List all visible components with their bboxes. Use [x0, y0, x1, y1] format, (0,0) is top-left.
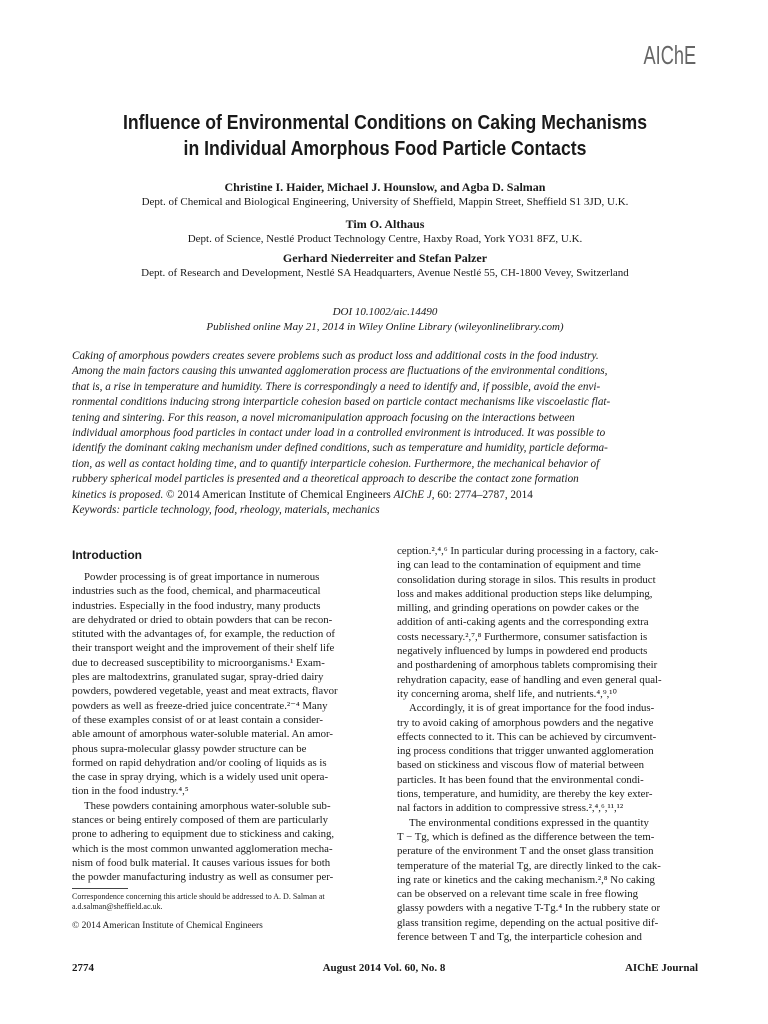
left-column: [72, 544, 375, 885]
body-line: loss and makes additional production steps like delumping,: [397, 587, 653, 600]
body-line: nal factors in addition to compressive stress.²,⁴,⁶,¹¹,¹²: [397, 802, 624, 815]
body-line: ing can lead to the contamination of equipment and time: [397, 559, 641, 572]
author-group-1: [40, 180, 730, 209]
body-line: nism of food bulk material. It causes various issues for both: [72, 856, 331, 869]
body-line: powders as well as freeze-dried juice concentrate.²⁻⁴ Many: [72, 699, 328, 712]
journal-abbrev: AIChE J: [393, 488, 432, 501]
body-line: Accordingly, it is of great importance for the food indus-: [409, 702, 655, 715]
body-line: able amount of amorphous water-soluble material. An amor-: [72, 728, 334, 741]
author-names: Christine I. Haider, Michael J. Hounslow, and Agba D. Salman: [224, 180, 546, 194]
body-line: based on stickiness and viscous flow of material between: [397, 759, 645, 772]
body-line: addition of anti-caking agents and the corresponding extra: [397, 616, 649, 629]
paper-title: [106, 110, 665, 162]
doi-link[interactable]: DOI 10.1002/aic.14490: [332, 306, 438, 318]
abstract-line: tion, as well as contact holding time, and to quantify interparticle cohesion. Furthermore, the mechanical behavior of: [72, 457, 600, 470]
body-line: negatively influenced by lumps in powdered end products: [397, 645, 648, 658]
page-number: 2774: [72, 962, 94, 974]
body-line: formed on rapid dehydration and/or cooling of liquids as is: [72, 756, 327, 769]
body-line: industries such as the food, chemical, and pharmaceutical: [72, 585, 321, 598]
body-line: ity concerning aroma, shelf life, and nutrients.⁴,⁹,¹⁰: [397, 687, 617, 700]
abstract-line: that is, a rise in temperature and humidity. There is correspondingly a need to identify and, if possible, avoid the envi-: [72, 380, 601, 393]
body-line: are dehydrated or dried to obtain powders that can be recon-: [72, 613, 333, 626]
abstract-last-line: [72, 488, 698, 503]
citation: , 60: 2774–2787, 2014: [431, 488, 533, 501]
body-line: rehydration capacity, ease of handling and even general qual-: [397, 673, 662, 686]
body-line: temperature of the material Tg, are directly linked to the cak-: [397, 859, 661, 872]
body-line: powders, powdered vegetable, yeast and meat extracts, flavor: [72, 685, 338, 698]
publication-info: [40, 305, 730, 335]
author-group-3: [40, 251, 730, 280]
abstract-end: kinetics is proposed.: [72, 488, 164, 501]
body-line: particles. It has been found that the environmental condi-: [397, 773, 644, 786]
body-line: their transport weight and the improvement of their shelf life: [72, 642, 335, 655]
author-names: Tim O. Althaus: [345, 217, 425, 231]
author-affiliation: Dept. of Chemical and Biological Engineering, University of Sheffield, Mappin Street, Sheffield S1 3JD, U.K.: [141, 196, 629, 208]
issue-info: August 2014 Vol. 60, No. 8: [322, 962, 446, 974]
body-line: industries. Especially in the food industry, many products: [72, 599, 321, 612]
body-line: glassy powders with a negative T-Tg.⁴ In the rubbery state or: [397, 902, 661, 915]
abstract-line: Caking of amorphous powders creates severe problems such as product loss and additional costs in the food industry.: [72, 350, 599, 362]
author-affiliation: Dept. of Research and Development, Nestlé SA Headquarters, Avenue Nestlé 55, CH-1800 Vevey, Switzerland: [141, 267, 629, 279]
journal-name: AIChE Journal: [624, 962, 698, 974]
body-line: ing process conditions that trigger unwanted agglomeration: [397, 745, 654, 758]
body-line: due to decreased susceptibility to microorganisms.¹ Exam-: [72, 656, 325, 669]
body-line: tions, temperature, and humidity, are thereby the key exter-: [397, 788, 653, 801]
body-line: prone to adhering to equipment due to stickiness and caking,: [72, 828, 335, 841]
abstract-line: Among the main factors causing this unwanted agglomeration process are fluctuations of the environmental conditions,: [72, 365, 608, 378]
body-line: and posthardening of amorphous tablets compromising their: [397, 659, 658, 672]
body-line: The environmental conditions expressed in the quantity: [409, 816, 649, 829]
abstract-line: rubbery spherical model particles is presented and a theoretical approach to describe the contact zone formation: [72, 473, 579, 486]
journal-logo: AIChE: [643, 40, 696, 70]
body-line: T − Tg, which is defined as the difference between the tem-: [397, 830, 655, 843]
abstract-line: identify the dominant caking mechanism under defined conditions, such as temperature and humidity, particle deforma-: [72, 442, 608, 455]
author-affiliation: Dept. of Science, Nestlé Product Technology Centre, Haxby Road, York YO31 8FZ, U.K.: [187, 233, 583, 245]
abstract-copyright: © 2014 American Institute of Chemical Engineers: [166, 488, 391, 501]
body-line: stances or being entirely composed of them are particularly: [72, 814, 329, 827]
body-line: ception.²,⁴,⁶ In particular during processing in a factory, cak-: [397, 545, 659, 557]
title-line-1: Influence of Environmental Conditions on Caking Mechanisms: [122, 111, 648, 134]
body-line: These powders containing amorphous water-soluble sub-: [84, 799, 331, 812]
abstract-line: individual amorphous food particles in contact under load in a controlled environment is introduced. It was possible to: [72, 427, 606, 440]
body-line: ference between T and Tg, the interparticle cohesion and: [397, 931, 642, 944]
title-line-2: in Individual Amorphous Food Particle Contacts: [183, 137, 587, 160]
body-line: the powder manufacturing industry as well as consumer per-: [72, 871, 334, 884]
body-line: tion in the food industry.⁴,⁵: [72, 785, 189, 798]
body-line: milling, and grinding operations on powder cakes or the: [397, 602, 639, 615]
body-line: stituted with the advantages of, for example, the reduction of: [72, 628, 335, 641]
author-names: Gerhard Niederreiter and Stefan Palzer: [282, 251, 488, 265]
body-line: effects connected to it. This can be achieved by circumvent-: [397, 730, 657, 743]
body-line: ing rate or kinetics and the caking mechanism.²,⁸ No caking: [397, 873, 655, 886]
published-online: Published online May 21, 2014 in Wiley Online Library (wileyonlinelibrary.com): [206, 321, 564, 333]
body-line: phous supra-molecular glassy powder structure can be: [72, 742, 307, 755]
body-line: Powder processing is of great importance in numerous: [84, 571, 320, 583]
body-line: perature of the environment T and the onset glass transition: [397, 845, 654, 858]
body-line: consolidation during storage in silos. This results in product: [397, 573, 656, 586]
section-heading-introduction: Introduction: [72, 548, 142, 562]
copyright-notice: © 2014 American Institute of Chemical Engineers: [72, 921, 263, 931]
keywords: Keywords: particle technology, food, rheology, materials, mechanics: [72, 504, 380, 517]
body-line: of these examples consist of or at least contain a consider-: [72, 713, 324, 726]
body-line: try to avoid caking of amorphous powders and the negative: [397, 716, 654, 729]
body-line: glass transition regime, depending on the actual positive dif-: [397, 916, 659, 929]
body-line: the case in spray drying, which is a widely used unit opera-: [72, 771, 329, 784]
body-line: costs necessary.²,⁷,⁸ Furthermore, consumer satisfaction is: [397, 630, 648, 643]
abstract-line: tening and sintering. For this reason, a novel micromanipulation approach focusing on the interactions between: [72, 411, 575, 424]
footnote-divider: [72, 888, 128, 889]
body-line: ples are maltodextrins, granulated sugar, spray-dried dairy: [72, 671, 324, 684]
body-line: which is the most common unwanted agglomeration mecha-: [72, 842, 333, 855]
right-column: [397, 544, 700, 944]
correspondence-footnote: Correspondence concerning this article should be addressed to A. D. Salman at a.d.salman@sheffield.ac.uk.: [72, 892, 325, 911]
abstract-line: ronmental conditions inducing strong interparticle cohesion based on particle contact mechanisms like viscoelastic flat-: [72, 396, 611, 409]
abstract: [72, 349, 698, 518]
body-line: can be observed on a relevant time scale in free flowing: [397, 888, 639, 901]
author-group-2: [40, 217, 730, 246]
